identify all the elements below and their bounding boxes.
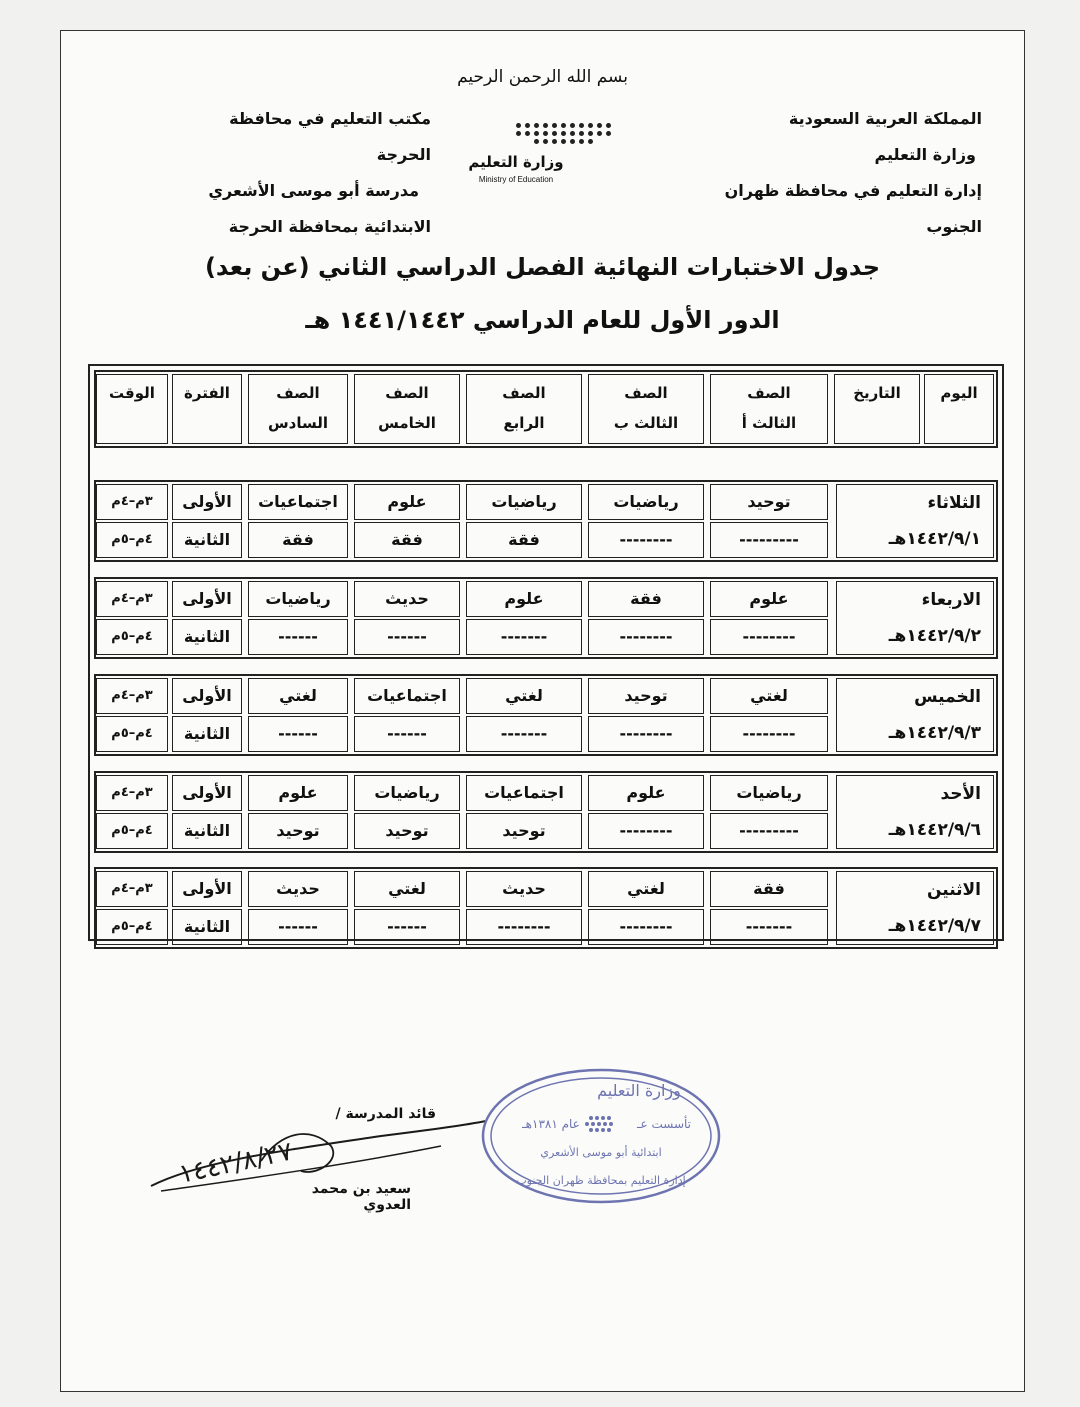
subject-cell: --------- [710, 813, 828, 849]
subject-cell: رياضيات [248, 581, 348, 617]
day-name: الخميس [914, 687, 981, 707]
signature-date: ١٤٤٢/٨/٢٧ [176, 1136, 296, 1190]
subject-cell: -------- [588, 619, 704, 655]
header-department: إدارة التعليم في محافظة ظهران الجنوب [724, 181, 982, 236]
period-cell: الأولى [172, 484, 242, 520]
principal-name: سعيد بن محمد العدوي [311, 1181, 411, 1213]
period-cell: الثانية [172, 813, 242, 849]
subject-cell: رياضيات [710, 775, 828, 811]
subject-cell: حديث [354, 581, 460, 617]
subject-cell: اجتماعيات [354, 678, 460, 714]
time-cell: ٤م–٥م [96, 813, 168, 849]
subject-cell: -------- [466, 909, 582, 945]
day-group [94, 771, 998, 853]
exam-schedule-table [88, 364, 1004, 941]
subject-cell: ------ [248, 619, 348, 655]
subject-cell: فقة [248, 522, 348, 558]
day-date: ١٤٤٢/٩/٢هـ [888, 626, 981, 646]
day-date: ١٤٤٢/٩/٣هـ [888, 723, 981, 743]
header-grade-4: الصف الرابع [466, 374, 582, 444]
subject-cell: رياضيات [588, 484, 704, 520]
header-grade-5: الصف الخامس [354, 374, 460, 444]
header-right-block [722, 101, 982, 245]
header-grade-6: الصف السادس [248, 374, 348, 444]
header-grade-3a: الصف الثالث أ [710, 374, 828, 444]
subject-cell: اجتماعيات [466, 775, 582, 811]
subject-cell: ------- [466, 716, 582, 752]
subject-cell: توحيد [710, 484, 828, 520]
subject-cell: لغتي [466, 678, 582, 714]
header-time: الوقت [96, 374, 168, 444]
header-date: التاريخ [834, 374, 920, 444]
period-cell: الأولى [172, 678, 242, 714]
time-cell: ٣م–٤م [96, 871, 168, 907]
header-day: اليوم [924, 374, 994, 444]
subject-cell: رياضيات [354, 775, 460, 811]
day-name: الاثنين [926, 880, 981, 900]
day-name: الأحد [940, 784, 981, 804]
subject-cell: اجتماعيات [248, 484, 348, 520]
subject-cell: لغتي [248, 678, 348, 714]
stamp-logo-dots-icon [585, 1116, 613, 1132]
day-date: ١٤٤٢/٩/٧هـ [888, 916, 981, 936]
time-cell: ٤م–٥م [96, 619, 168, 655]
header-left-block [186, 101, 431, 245]
subject-cell: علوم [588, 775, 704, 811]
period-cell: الثانية [172, 522, 242, 558]
school-stamp [479, 1066, 724, 1206]
subject-cell: ------- [710, 909, 828, 945]
day-group [94, 480, 998, 562]
header-school: مدرسة أبو موسى الأشعري [208, 181, 419, 200]
header-period: الفترة [172, 374, 242, 444]
subject-cell: توحيد [466, 813, 582, 849]
subject-cell: لغتي [588, 871, 704, 907]
period-cell: الثانية [172, 619, 242, 655]
time-cell: ٤م–٥م [96, 716, 168, 752]
subject-cell: ------ [354, 619, 460, 655]
time-cell: ٣م–٤م [96, 678, 168, 714]
subject-cell: فقة [588, 581, 704, 617]
stamp-top-text: وزارة التعليم [597, 1081, 681, 1100]
time-cell: ٣م–٤م [96, 581, 168, 617]
day-cell [836, 775, 994, 849]
header-office: مكتب التعليم في محافظة الحرجة [229, 109, 431, 164]
day-date: ١٤٤٢/٩/١هـ [888, 529, 981, 549]
stamp-year-text: عام ١٣٨١هـ [522, 1117, 580, 1131]
subject-cell: ------ [248, 909, 348, 945]
subject-cell: -------- [588, 716, 704, 752]
subject-cell: ------- [466, 619, 582, 655]
subject-cell: رياضيات [466, 484, 582, 520]
day-date: ١٤٤٢/٩/٦هـ [888, 820, 981, 840]
day-cell [836, 871, 994, 945]
subject-cell: ------ [354, 716, 460, 752]
document-subtitle: الدور الأول للعام الدراسي ١٤٤١/١٤٤٢ هـ [305, 306, 780, 334]
subject-cell: فقة [354, 522, 460, 558]
stamp-bottom-text: إدارة التعليم بمحافظة ظهران الجنوب [516, 1174, 686, 1187]
day-name: الاربعاء [921, 590, 981, 610]
time-cell: ٣م–٤م [96, 775, 168, 811]
stamp-founded-text: تأسست عـ [636, 1117, 692, 1131]
document-page [60, 30, 1025, 1392]
time-cell: ٤م–٥م [96, 909, 168, 945]
header-ministry: وزارة التعليم [874, 145, 976, 164]
period-cell: الثانية [172, 909, 242, 945]
subject-cell: علوم [710, 581, 828, 617]
table-header-row [94, 370, 998, 448]
header-grade-3b: الصف الثالث ب [588, 374, 704, 444]
subject-cell: --------- [710, 522, 828, 558]
subject-cell: توحيد [354, 813, 460, 849]
subject-cell: -------- [588, 909, 704, 945]
header-school-city: الابتدائية بمحافظة الحرجة [228, 217, 431, 236]
day-group [94, 867, 998, 949]
day-group [94, 674, 998, 756]
subject-cell: حديث [248, 871, 348, 907]
subject-cell: لغتي [710, 678, 828, 714]
logo-english-text: Ministry of Education [478, 175, 554, 184]
period-cell: الأولى [172, 581, 242, 617]
day-group [94, 577, 998, 659]
subject-cell: علوم [466, 581, 582, 617]
time-cell: ٣م–٤م [96, 484, 168, 520]
subject-cell: حديث [466, 871, 582, 907]
period-cell: الأولى [172, 775, 242, 811]
basmala: بسم الله الرحمن الرحيم [457, 67, 628, 87]
principal-label: قائد المدرسة / [335, 1106, 436, 1122]
period-cell: الأولى [172, 871, 242, 907]
subject-cell: علوم [248, 775, 348, 811]
subject-cell: علوم [354, 484, 460, 520]
subject-cell: فقة [466, 522, 582, 558]
subject-cell: فقة [710, 871, 828, 907]
subject-cell: -------- [710, 716, 828, 752]
subject-cell: ------ [248, 716, 348, 752]
period-cell: الثانية [172, 716, 242, 752]
ministry-logo [461, 123, 636, 193]
subject-cell: توحيد [588, 678, 704, 714]
day-cell [836, 484, 994, 558]
header-country: المملكة العربية السعودية [788, 109, 982, 128]
day-name: الثلاثاء [927, 493, 981, 513]
principal-signature [141, 1091, 491, 1221]
subject-cell: -------- [710, 619, 828, 655]
subject-cell: -------- [588, 813, 704, 849]
day-cell [836, 678, 994, 752]
subject-cell: -------- [588, 522, 704, 558]
time-cell: ٤م–٥م [96, 522, 168, 558]
stamp-school-text: ابتدائية أبو موسى الأشعري [540, 1146, 662, 1159]
subject-cell: ------ [354, 909, 460, 945]
logo-arabic-text: وزارة التعليم [468, 153, 564, 171]
document-title: جدول الاختبارات النهائية الفصل الدراسي الثاني (عن بعد) [204, 253, 881, 281]
subject-cell: توحيد [248, 813, 348, 849]
day-cell [836, 581, 994, 655]
subject-cell: لغتي [354, 871, 460, 907]
